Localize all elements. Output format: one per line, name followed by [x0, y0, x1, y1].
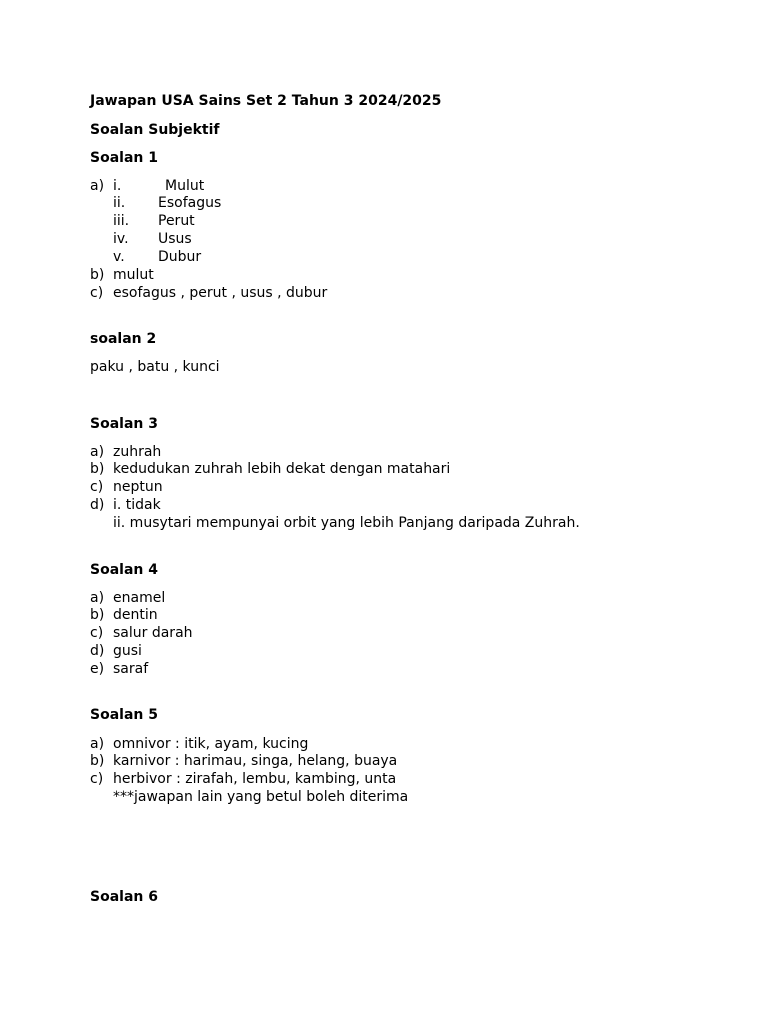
list-marker: a) [90, 444, 105, 460]
list-item-text: Esofagus [158, 195, 222, 211]
list-marker: c) [90, 285, 104, 301]
list-item-text: salur darah [113, 625, 193, 641]
list-item-text: Dubur [158, 249, 202, 265]
soalan-5-heading: Soalan 5 [90, 707, 158, 723]
list-marker: d) [90, 497, 105, 513]
list-marker: c) [90, 479, 104, 495]
list-item-text: mulut [113, 267, 154, 283]
answer-note: ***jawapan lain yang betul boleh diterima [113, 789, 409, 805]
list-item-text: Usus [158, 231, 192, 247]
list-item-text: gusi [113, 643, 142, 659]
list-item-text: zuhrah [113, 444, 162, 460]
list-item-text: Mulut [165, 178, 205, 194]
list-item-text: enamel [113, 590, 166, 606]
list-item-text: karnivor : harimau, singa, helang, buaya [113, 753, 398, 769]
list-item-number: v. [113, 249, 125, 265]
list-marker: b) [90, 607, 105, 623]
list-marker: d) [90, 643, 105, 659]
list-item-text: esofagus , perut , usus , dubur [113, 285, 328, 301]
soalan-2-heading: soalan 2 [90, 331, 157, 347]
soalan-4-heading: Soalan 4 [90, 562, 158, 578]
list-item-text: i. tidak [113, 497, 161, 513]
list-marker: c) [90, 625, 104, 641]
document-title: Jawapan USA Sains Set 2 Tahun 3 2024/2025 [90, 93, 442, 109]
list-item-number: iv. [113, 231, 129, 247]
list-item-text: Perut [158, 213, 195, 229]
list-item-text: omnivor : itik, ayam, kucing [113, 736, 309, 752]
list-item-text: dentin [113, 607, 158, 623]
list-marker: a) [90, 736, 105, 752]
answer-text: paku , batu , kunci [90, 359, 220, 375]
list-marker: b) [90, 753, 105, 769]
list-item-number: ii. [113, 195, 126, 211]
soalan-6-heading: Soalan 6 [90, 889, 158, 905]
section-subtitle: Soalan Subjektif [90, 122, 220, 138]
list-item-text: neptun [113, 479, 163, 495]
list-marker: b) [90, 267, 105, 283]
list-item-number: iii. [113, 213, 130, 229]
list-marker: e) [90, 661, 105, 677]
list-marker: c) [90, 771, 104, 787]
list-item-number: i. [113, 178, 122, 194]
list-marker: b) [90, 461, 105, 477]
list-marker: a) [90, 590, 105, 606]
list-item-text: saraf [113, 661, 149, 677]
list-marker: a) [90, 178, 105, 194]
soalan-3-heading: Soalan 3 [90, 416, 158, 432]
soalan-1-heading: Soalan 1 [90, 150, 158, 166]
list-item-text: ii. musytari mempunyai orbit yang lebih Panjang daripada Zuhrah. [113, 515, 580, 531]
list-item-text: herbivor : zirafah, lembu, kambing, unta [113, 771, 397, 787]
list-item-text: kedudukan zuhrah lebih dekat dengan matahari [113, 461, 451, 477]
